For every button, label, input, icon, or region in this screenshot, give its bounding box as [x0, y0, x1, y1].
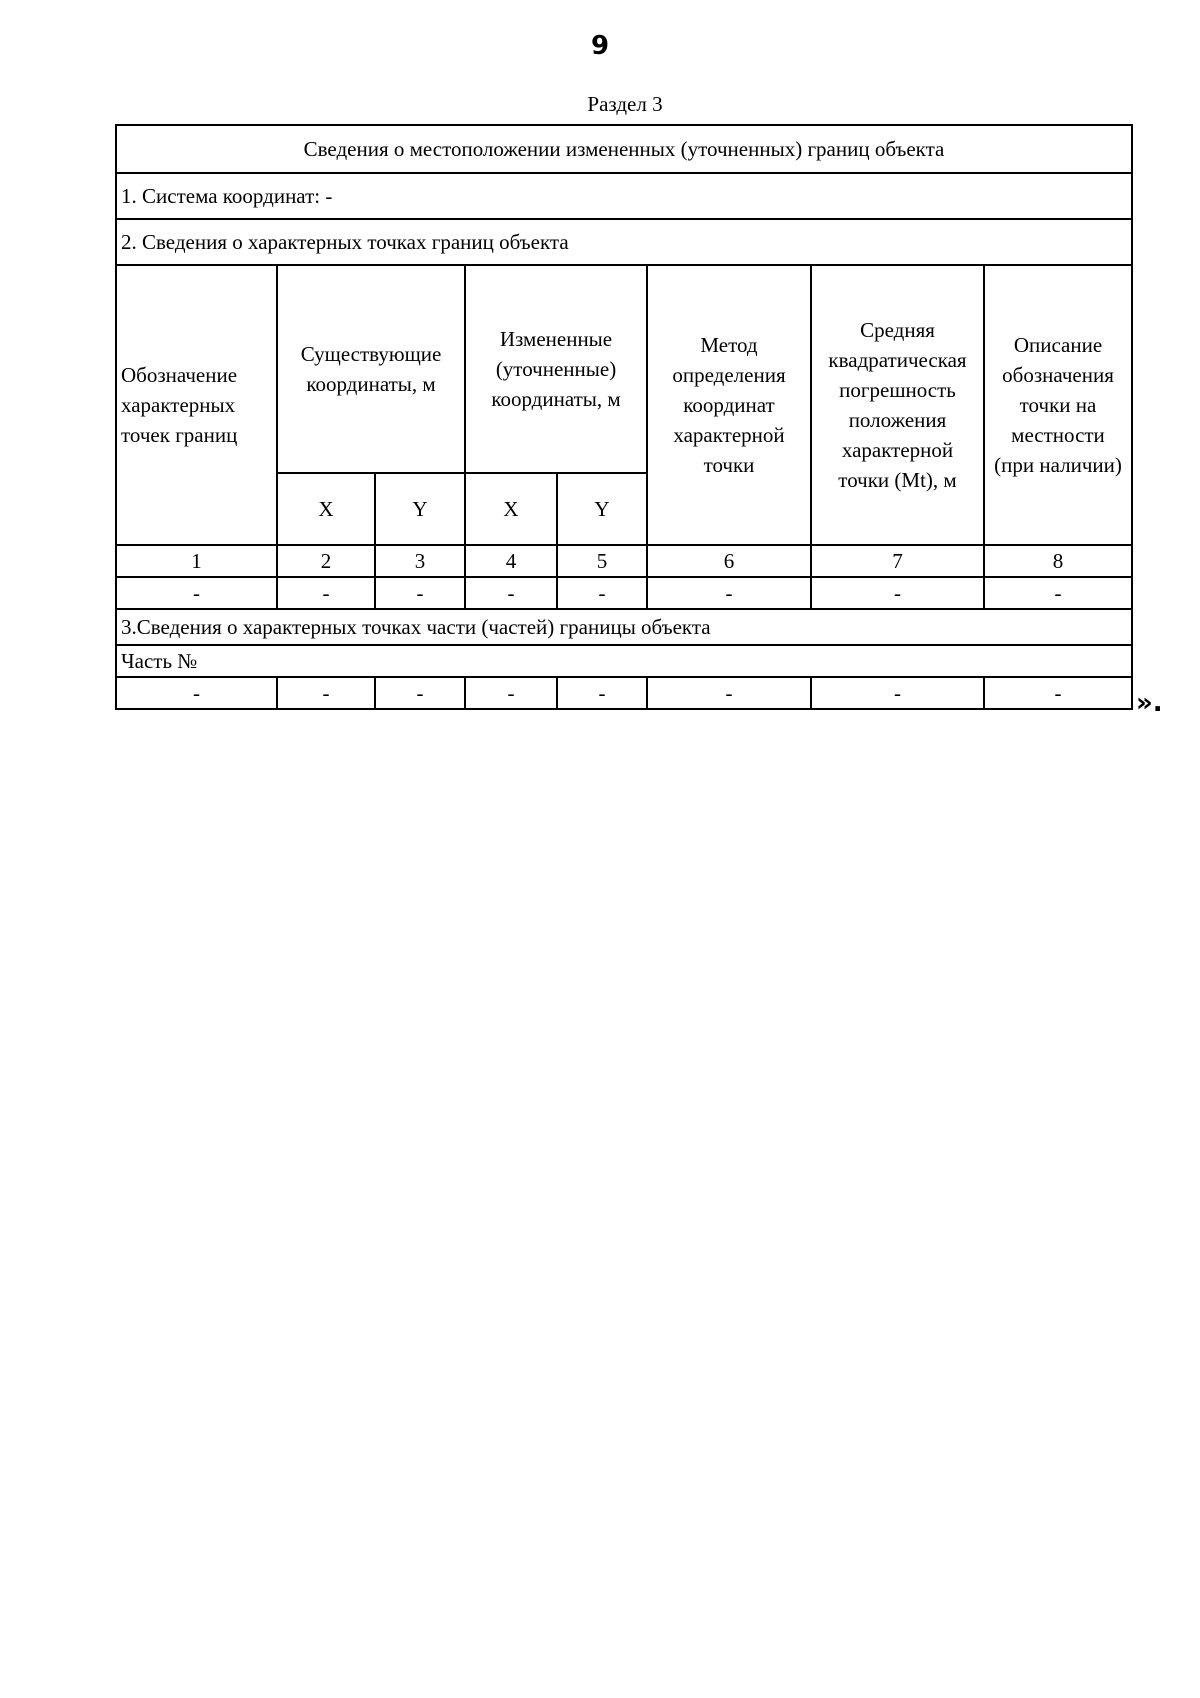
boundary-table — [115, 124, 1133, 710]
table-cell: - — [984, 577, 1132, 609]
column-number-row — [116, 545, 1132, 577]
column-number: 6 — [647, 545, 811, 577]
part-label: Часть № — [116, 645, 1132, 677]
header-existing-coords: Существующие координаты, м — [277, 265, 465, 473]
header-description: Описание обозначения точки на местности (при наличии) — [984, 265, 1132, 545]
table-cell: - — [116, 677, 277, 709]
table-cell: - — [277, 677, 375, 709]
section-title: Раздел 3 — [587, 92, 663, 116]
header-method: Метод определения координат характерной точки — [647, 265, 811, 545]
column-number: 4 — [465, 545, 557, 577]
table-row — [116, 577, 1132, 609]
column-number: 8 — [984, 545, 1132, 577]
table-cell: - — [375, 577, 465, 609]
table-cell: - — [557, 677, 647, 709]
table-row — [116, 677, 1132, 709]
column-number: 1 — [116, 545, 277, 577]
table-cell: - — [647, 577, 811, 609]
points-heading: 2. Сведения о характерных точках границ объекта — [116, 219, 1132, 265]
header-changed-coords: Измененные (уточненные) координаты, м — [465, 265, 647, 473]
header-error: Средняя квадратическая погрешность положения характерной точки (Mt), м — [811, 265, 984, 545]
table-cell: - — [465, 677, 557, 709]
column-number: 2 — [277, 545, 375, 577]
page-number: 9 — [590, 31, 610, 61]
header-designation: Обозначение характерных точек границ — [116, 265, 277, 545]
parts-heading: 3.Сведения о характерных точках части (частей) границы объекта — [116, 609, 1132, 645]
table-cell: - — [647, 677, 811, 709]
table-cell: - — [557, 577, 647, 609]
column-number: 7 — [811, 545, 984, 577]
table-cell: - — [116, 577, 277, 609]
header-changed-x: X — [465, 473, 557, 545]
table-cell: - — [465, 577, 557, 609]
header-existing-x: X — [277, 473, 375, 545]
header-existing-y: Y — [375, 473, 465, 545]
table-cell: - — [375, 677, 465, 709]
table-cell: - — [984, 677, 1132, 709]
coordinate-system: 1. Система координат: - — [116, 173, 1132, 219]
table-title: Сведения о местоположении измененных (уточненных) границ объекта — [116, 125, 1132, 173]
header-changed-y: Y — [557, 473, 647, 545]
column-number: 3 — [375, 545, 465, 577]
column-number: 5 — [557, 545, 647, 577]
table-cell: - — [811, 677, 984, 709]
table-cell: - — [811, 577, 984, 609]
closing-quote-mark: ». — [1136, 688, 1163, 718]
table-cell: - — [277, 577, 375, 609]
